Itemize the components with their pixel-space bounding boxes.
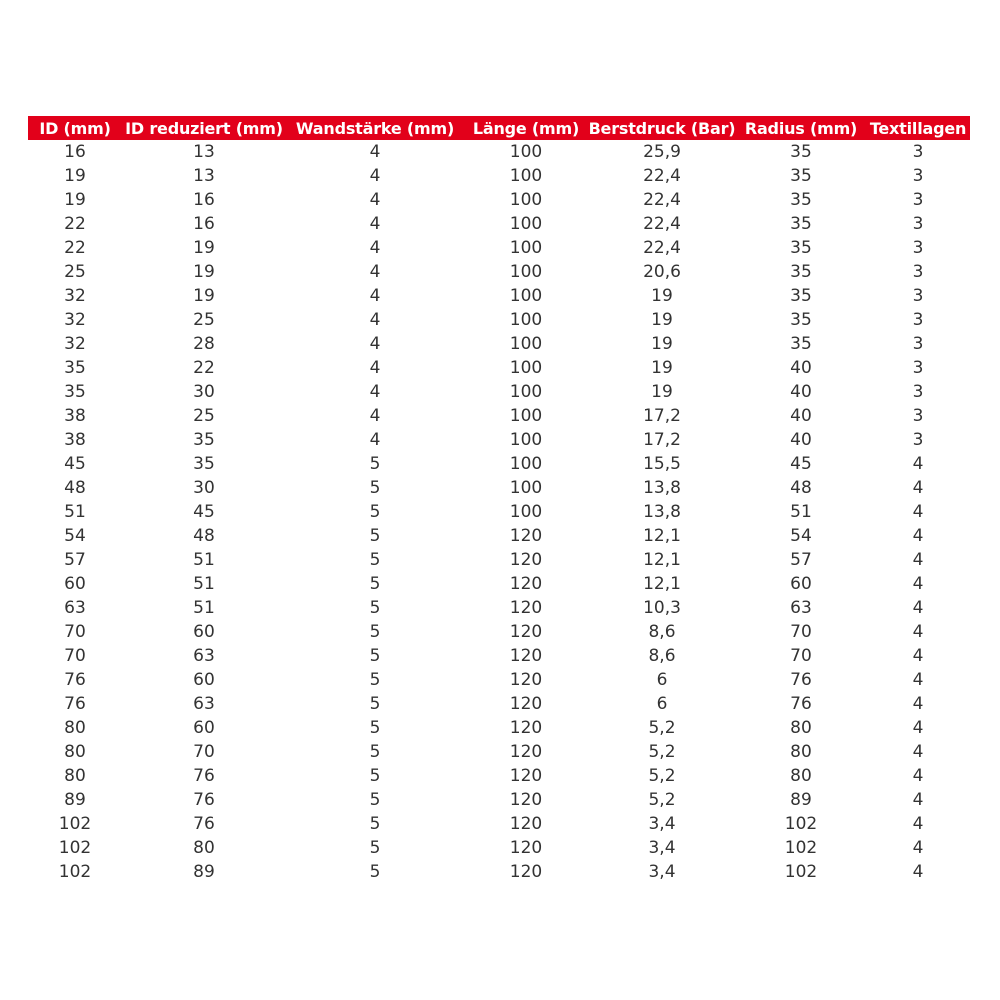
cell-wall-thickness: 4 [369,190,381,210]
cell-textile-layers: 4 [912,742,924,762]
cell-id: 51 [64,502,86,522]
cell-radius: 35 [790,142,812,162]
cell-length: 120 [509,718,543,738]
cell-wall-thickness: 4 [369,238,381,258]
table-header [28,116,970,140]
table-row [28,188,970,212]
cell-id-reduced: 45 [193,502,215,522]
cell-id-reduced: 35 [193,454,215,474]
cell-wall-thickness: 5 [369,646,381,666]
cell-length: 100 [509,430,543,450]
cell-id: 35 [64,358,86,378]
cell-wall-thickness: 5 [369,622,381,642]
cell-burst-pressure: 19 [651,382,673,402]
cell-id: 80 [64,766,86,786]
cell-radius: 76 [790,670,812,690]
cell-id: 19 [64,166,86,186]
cell-burst-pressure: 5,2 [648,766,676,786]
cell-id: 102 [58,862,92,882]
table-row [28,572,970,596]
cell-burst-pressure: 6 [656,670,668,690]
cell-wall-thickness: 5 [369,502,381,522]
cell-burst-pressure: 22,4 [643,190,681,210]
cell-wall-thickness: 5 [369,598,381,618]
table-row [28,788,970,812]
cell-radius: 102 [784,862,818,882]
cell-wall-thickness: 5 [369,838,381,858]
cell-textile-layers: 3 [912,310,924,330]
cell-wall-thickness: 4 [369,310,381,330]
cell-textile-layers: 4 [912,550,924,570]
table-row [28,404,970,428]
cell-id: 22 [64,238,86,258]
table-row [28,140,970,164]
cell-burst-pressure: 19 [651,358,673,378]
cell-textile-layers: 4 [912,646,924,666]
table-row [28,212,970,236]
cell-radius: 35 [790,166,812,186]
cell-length: 120 [509,670,543,690]
cell-textile-layers: 3 [912,238,924,258]
cell-id: 32 [64,310,86,330]
cell-textile-layers: 4 [912,862,924,882]
cell-textile-layers: 4 [912,670,924,690]
cell-radius: 89 [790,790,812,810]
cell-id-reduced: 76 [193,766,215,786]
cell-burst-pressure: 25,9 [643,142,681,162]
table-row [28,164,970,188]
cell-textile-layers: 3 [912,358,924,378]
header-id-reduced: ID reduziert (mm) [125,118,283,138]
cell-id: 22 [64,214,86,234]
cell-burst-pressure: 12,1 [643,550,681,570]
cell-burst-pressure: 22,4 [643,166,681,186]
cell-burst-pressure: 5,2 [648,790,676,810]
cell-textile-layers: 4 [912,814,924,834]
cell-length: 120 [509,862,543,882]
cell-burst-pressure: 8,6 [648,622,676,642]
cell-length: 100 [509,190,543,210]
table-row [28,308,970,332]
cell-id: 80 [64,718,86,738]
cell-id-reduced: 19 [193,238,215,258]
cell-burst-pressure: 19 [651,286,673,306]
cell-radius: 35 [790,286,812,306]
cell-length: 120 [509,598,543,618]
cell-radius: 54 [790,526,812,546]
cell-length: 100 [509,214,543,234]
header-wall-thickness: Wandstärke (mm) [295,118,455,138]
cell-length: 120 [509,526,543,546]
header-burst-pressure: Berstdruck (Bar) [588,118,736,138]
cell-id: 54 [64,526,86,546]
header-row [28,116,970,140]
cell-wall-thickness: 4 [369,286,381,306]
cell-textile-layers: 4 [912,694,924,714]
table-row [28,692,970,716]
cell-length: 100 [509,358,543,378]
cell-textile-layers: 4 [912,838,924,858]
cell-textile-layers: 3 [912,214,924,234]
cell-length: 120 [509,646,543,666]
cell-radius: 40 [790,430,812,450]
cell-wall-thickness: 4 [369,214,381,234]
table-row [28,836,970,860]
cell-burst-pressure: 6 [656,694,668,714]
cell-id: 63 [64,598,86,618]
table-row [28,428,970,452]
cell-id: 32 [64,334,86,354]
cell-wall-thickness: 5 [369,694,381,714]
cell-id-reduced: 16 [193,214,215,234]
cell-length: 100 [509,406,543,426]
cell-length: 100 [509,334,543,354]
cell-id: 89 [64,790,86,810]
cell-textile-layers: 3 [912,166,924,186]
table-row [28,356,970,380]
cell-wall-thickness: 5 [369,526,381,546]
cell-length: 120 [509,814,543,834]
cell-burst-pressure: 17,2 [643,430,681,450]
cell-burst-pressure: 15,5 [643,454,681,474]
cell-radius: 35 [790,190,812,210]
cell-radius: 35 [790,238,812,258]
cell-id-reduced: 48 [193,526,215,546]
cell-id-reduced: 51 [193,550,215,570]
table-row [28,644,970,668]
cell-textile-layers: 4 [912,718,924,738]
cell-textile-layers: 3 [912,406,924,426]
cell-id-reduced: 60 [193,670,215,690]
cell-length: 120 [509,838,543,858]
cell-id-reduced: 51 [193,574,215,594]
table-row [28,236,970,260]
cell-id-reduced: 89 [193,862,215,882]
cell-id-reduced: 63 [193,646,215,666]
cell-id-reduced: 25 [193,310,215,330]
cell-wall-thickness: 4 [369,262,381,282]
cell-id: 32 [64,286,86,306]
cell-id-reduced: 76 [193,790,215,810]
cell-length: 100 [509,502,543,522]
cell-textile-layers: 4 [912,622,924,642]
cell-id: 102 [58,814,92,834]
cell-burst-pressure: 5,2 [648,718,676,738]
cell-burst-pressure: 10,3 [643,598,681,618]
table-row [28,812,970,836]
spec-table [28,116,970,884]
cell-id-reduced: 30 [193,478,215,498]
cell-length: 120 [509,694,543,714]
cell-id-reduced: 30 [193,382,215,402]
cell-id: 35 [64,382,86,402]
cell-wall-thickness: 5 [369,742,381,762]
cell-wall-thickness: 4 [369,406,381,426]
cell-radius: 45 [790,454,812,474]
cell-radius: 70 [790,622,812,642]
cell-id-reduced: 19 [193,286,215,306]
cell-wall-thickness: 5 [369,478,381,498]
cell-length: 100 [509,238,543,258]
cell-id-reduced: 51 [193,598,215,618]
cell-radius: 80 [790,766,812,786]
cell-wall-thickness: 5 [369,814,381,834]
cell-id-reduced: 70 [193,742,215,762]
header-textile-layers: Textillagen [869,118,967,138]
cell-burst-pressure: 5,2 [648,742,676,762]
table-row [28,620,970,644]
cell-burst-pressure: 12,1 [643,574,681,594]
cell-wall-thickness: 4 [369,166,381,186]
cell-wall-thickness: 5 [369,550,381,570]
cell-textile-layers: 3 [912,262,924,282]
cell-burst-pressure: 22,4 [643,214,681,234]
cell-id: 19 [64,190,86,210]
cell-wall-thickness: 4 [369,430,381,450]
cell-radius: 51 [790,502,812,522]
cell-id-reduced: 25 [193,406,215,426]
table-row [28,284,970,308]
cell-length: 120 [509,622,543,642]
header-length: Länge (mm) [472,118,580,138]
cell-id: 38 [64,430,86,450]
cell-wall-thickness: 5 [369,670,381,690]
cell-id-reduced: 80 [193,838,215,858]
cell-radius: 102 [784,838,818,858]
table-row [28,596,970,620]
cell-textile-layers: 4 [912,526,924,546]
cell-radius: 57 [790,550,812,570]
cell-id: 76 [64,670,86,690]
cell-id-reduced: 19 [193,262,215,282]
cell-textile-layers: 3 [912,334,924,354]
cell-id-reduced: 60 [193,718,215,738]
table-row [28,476,970,500]
table-row [28,716,970,740]
cell-burst-pressure: 13,8 [643,502,681,522]
table-body [28,140,970,884]
cell-length: 100 [509,286,543,306]
cell-id: 60 [64,574,86,594]
cell-textile-layers: 4 [912,766,924,786]
cell-radius: 35 [790,214,812,234]
table-row [28,860,970,884]
cell-id: 70 [64,622,86,642]
cell-burst-pressure: 3,4 [648,838,676,858]
cell-wall-thickness: 4 [369,358,381,378]
cell-burst-pressure: 17,2 [643,406,681,426]
header-radius: Radius (mm) [744,118,858,138]
cell-id: 45 [64,454,86,474]
cell-id: 70 [64,646,86,666]
cell-length: 100 [509,262,543,282]
cell-id: 16 [64,142,86,162]
table-row [28,668,970,692]
cell-radius: 102 [784,814,818,834]
cell-textile-layers: 4 [912,574,924,594]
cell-burst-pressure: 12,1 [643,526,681,546]
cell-radius: 48 [790,478,812,498]
cell-wall-thickness: 5 [369,790,381,810]
cell-textile-layers: 3 [912,142,924,162]
cell-length: 100 [509,382,543,402]
table-row [28,332,970,356]
cell-wall-thickness: 4 [369,142,381,162]
cell-wall-thickness: 5 [369,574,381,594]
cell-length: 120 [509,574,543,594]
cell-radius: 35 [790,262,812,282]
cell-id: 25 [64,262,86,282]
cell-textile-layers: 4 [912,454,924,474]
table-row [28,764,970,788]
cell-radius: 76 [790,694,812,714]
cell-length: 120 [509,742,543,762]
cell-wall-thickness: 4 [369,382,381,402]
cell-id-reduced: 28 [193,334,215,354]
cell-id: 48 [64,478,86,498]
cell-burst-pressure: 22,4 [643,238,681,258]
cell-textile-layers: 3 [912,430,924,450]
cell-textile-layers: 4 [912,790,924,810]
cell-length: 100 [509,142,543,162]
cell-radius: 40 [790,358,812,378]
header-id: ID (mm) [39,118,111,138]
cell-textile-layers: 3 [912,286,924,306]
cell-length: 120 [509,790,543,810]
cell-id: 76 [64,694,86,714]
cell-length: 100 [509,454,543,474]
cell-id-reduced: 60 [193,622,215,642]
table-row [28,524,970,548]
cell-wall-thickness: 5 [369,718,381,738]
cell-radius: 40 [790,382,812,402]
cell-radius: 35 [790,334,812,354]
cell-radius: 70 [790,646,812,666]
cell-id-reduced: 22 [193,358,215,378]
table-row [28,548,970,572]
cell-id: 102 [58,838,92,858]
cell-id: 38 [64,406,86,426]
cell-burst-pressure: 3,4 [648,862,676,882]
cell-burst-pressure: 19 [651,310,673,330]
cell-radius: 80 [790,718,812,738]
cell-id-reduced: 76 [193,814,215,834]
cell-id-reduced: 13 [193,142,215,162]
cell-wall-thickness: 5 [369,766,381,786]
cell-wall-thickness: 4 [369,334,381,354]
cell-radius: 35 [790,310,812,330]
cell-textile-layers: 4 [912,478,924,498]
cell-textile-layers: 3 [912,190,924,210]
table-row [28,380,970,404]
table-row [28,740,970,764]
table-row [28,452,970,476]
cell-length: 120 [509,550,543,570]
table-row [28,260,970,284]
cell-burst-pressure: 19 [651,334,673,354]
cell-burst-pressure: 20,6 [643,262,681,282]
cell-id-reduced: 63 [193,694,215,714]
cell-id: 57 [64,550,86,570]
cell-wall-thickness: 5 [369,454,381,474]
cell-textile-layers: 4 [912,502,924,522]
cell-radius: 80 [790,742,812,762]
cell-burst-pressure: 13,8 [643,478,681,498]
cell-textile-layers: 4 [912,598,924,618]
cell-id-reduced: 16 [193,190,215,210]
table-row [28,500,970,524]
cell-textile-layers: 3 [912,382,924,402]
cell-length: 100 [509,310,543,330]
cell-radius: 40 [790,406,812,426]
cell-burst-pressure: 3,4 [648,814,676,834]
cell-length: 100 [509,478,543,498]
cell-radius: 60 [790,574,812,594]
cell-id-reduced: 13 [193,166,215,186]
cell-length: 120 [509,766,543,786]
cell-length: 100 [509,166,543,186]
cell-burst-pressure: 8,6 [648,646,676,666]
cell-radius: 63 [790,598,812,618]
cell-wall-thickness: 5 [369,862,381,882]
cell-id-reduced: 35 [193,430,215,450]
cell-id: 80 [64,742,86,762]
